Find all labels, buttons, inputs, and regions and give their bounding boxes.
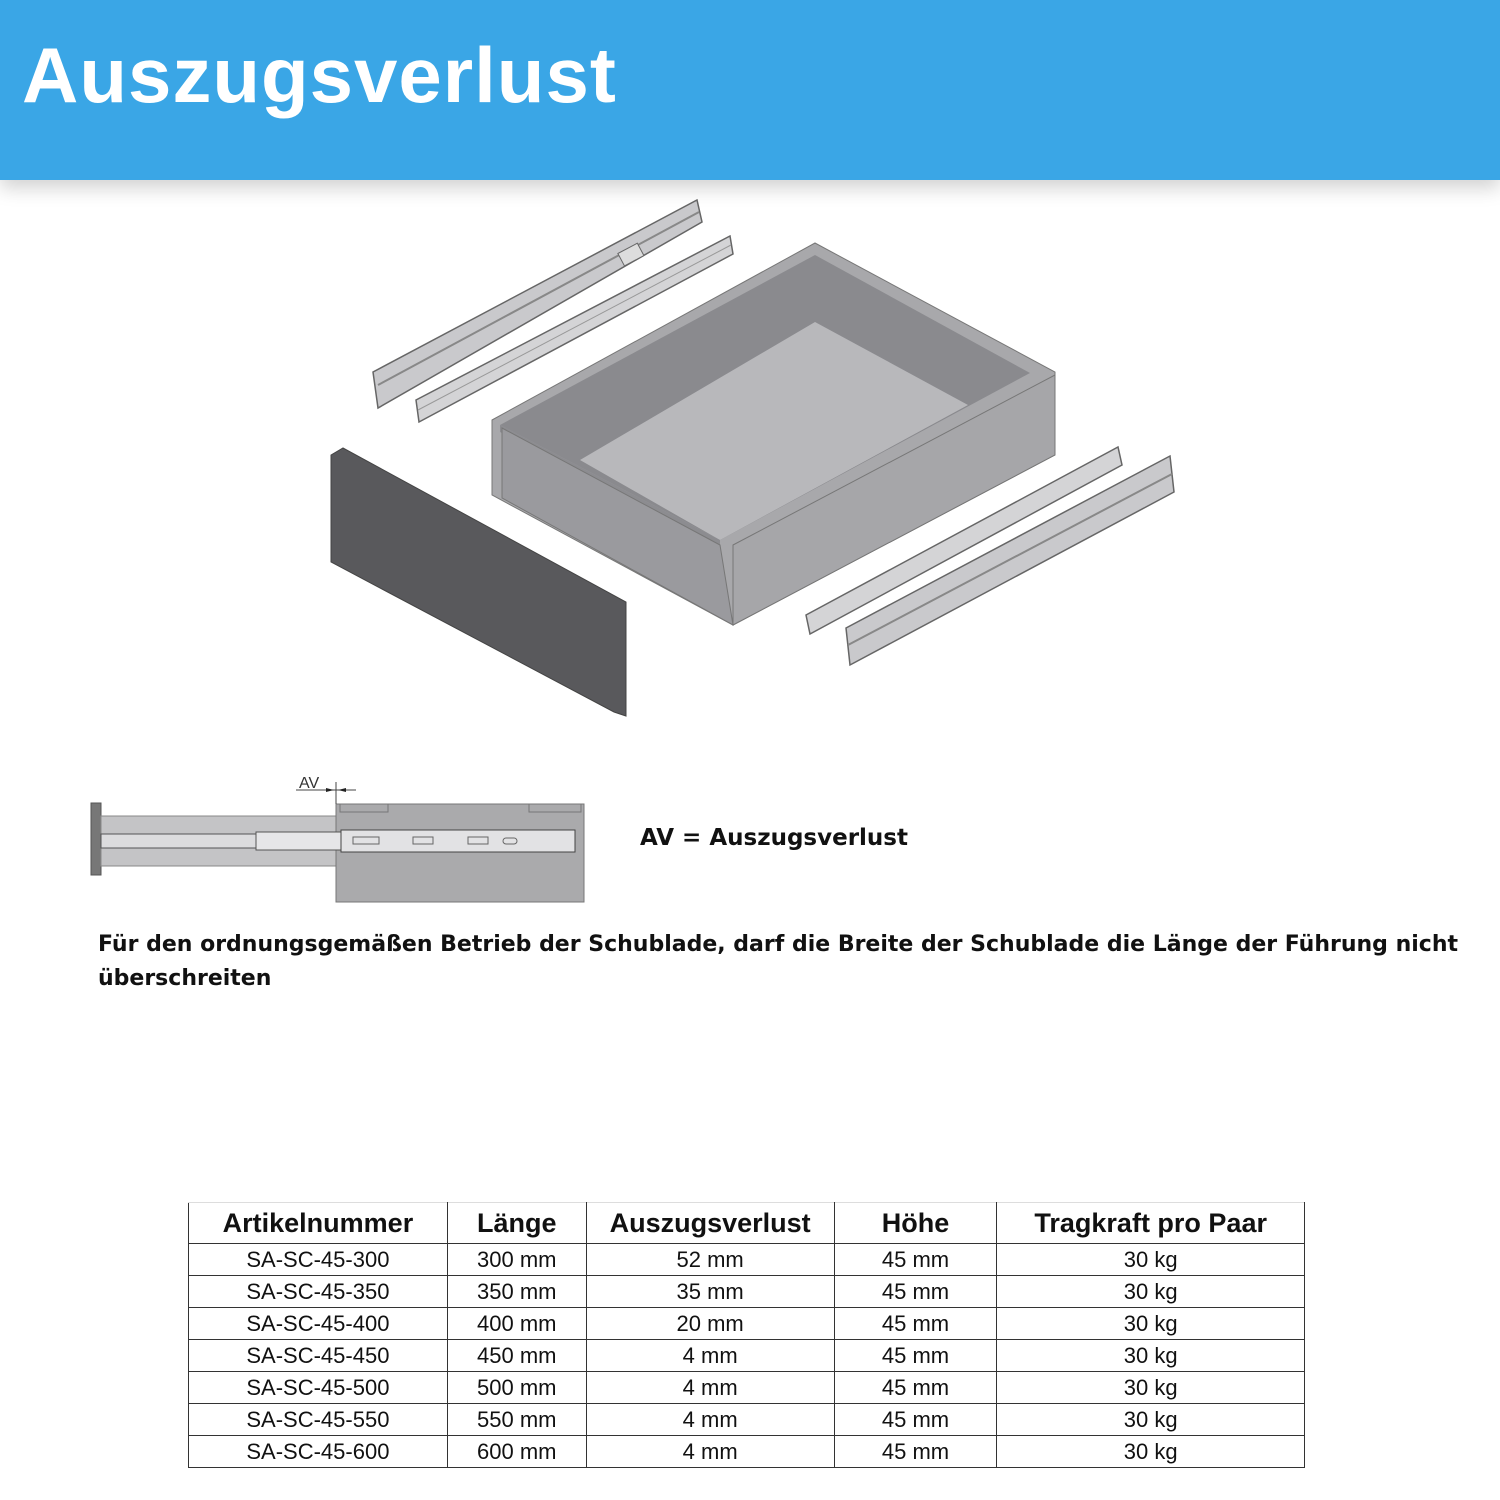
table-row — [189, 1340, 1305, 1372]
table-cell: 35 mm — [586, 1276, 834, 1308]
table-cell: SA-SC-45-500 — [189, 1372, 448, 1404]
table-cell: SA-SC-45-450 — [189, 1340, 448, 1372]
table-row — [189, 1436, 1305, 1468]
table-cell: 30 kg — [997, 1276, 1305, 1308]
table-cell: SA-SC-45-300 — [189, 1244, 448, 1276]
column-header: Auszugsverlust — [586, 1203, 834, 1244]
table-cell: 550 mm — [447, 1404, 586, 1436]
table-cell: SA-SC-45-400 — [189, 1308, 448, 1340]
table-cell: SA-SC-45-350 — [189, 1276, 448, 1308]
table-cell: 30 kg — [997, 1340, 1305, 1372]
table-cell: 30 kg — [997, 1436, 1305, 1468]
page-title: Auszugsverlust — [22, 31, 617, 119]
av-legend: AV = Auszugsverlust — [640, 825, 908, 851]
table-cell: 4 mm — [586, 1340, 834, 1372]
drawer-exploded-illustration — [0, 190, 1500, 730]
table-row — [189, 1276, 1305, 1308]
table-row — [189, 1372, 1305, 1404]
table-cell: SA-SC-45-600 — [189, 1436, 448, 1468]
table-cell: 500 mm — [447, 1372, 586, 1404]
specs-table — [188, 1202, 1305, 1468]
table-cell: 45 mm — [834, 1436, 997, 1468]
column-header: Höhe — [834, 1203, 997, 1244]
table-cell: 30 kg — [997, 1244, 1305, 1276]
table-cell: 45 mm — [834, 1372, 997, 1404]
table-cell: 4 mm — [586, 1436, 834, 1468]
table-cell: 4 mm — [586, 1404, 834, 1436]
header-banner — [0, 0, 1500, 180]
table-cell: 30 kg — [997, 1372, 1305, 1404]
table-cell: 45 mm — [834, 1244, 997, 1276]
table-row — [189, 1404, 1305, 1436]
table-row — [189, 1244, 1305, 1276]
column-header: Länge — [447, 1203, 586, 1244]
table-cell: 350 mm — [447, 1276, 586, 1308]
usage-note: Für den ordnungsgemäßen Betrieb der Schublade, darf die Breite der Schublade die Länge der Führung nicht überschreiten — [98, 932, 1459, 991]
column-header: Artikelnummer — [189, 1203, 448, 1244]
table-cell: 30 kg — [997, 1308, 1305, 1340]
table-header-row — [189, 1203, 1305, 1244]
table-cell: 52 mm — [586, 1244, 834, 1276]
av-marker-label: AV — [299, 775, 320, 792]
av-side-view-diagram — [88, 768, 588, 908]
table-row — [189, 1308, 1305, 1340]
table-cell: 400 mm — [447, 1308, 586, 1340]
table-cell: 600 mm — [447, 1436, 586, 1468]
table-cell: 45 mm — [834, 1276, 997, 1308]
table-cell: 450 mm — [447, 1340, 586, 1372]
table-cell: 45 mm — [834, 1308, 997, 1340]
table-cell: 20 mm — [586, 1308, 834, 1340]
table-cell: 30 kg — [997, 1404, 1305, 1436]
table-cell: 45 mm — [834, 1404, 997, 1436]
table-cell: SA-SC-45-550 — [189, 1404, 448, 1436]
table-cell: 4 mm — [586, 1372, 834, 1404]
column-header: Tragkraft pro Paar — [997, 1203, 1305, 1244]
table-cell: 300 mm — [447, 1244, 586, 1276]
table-cell: 45 mm — [834, 1340, 997, 1372]
